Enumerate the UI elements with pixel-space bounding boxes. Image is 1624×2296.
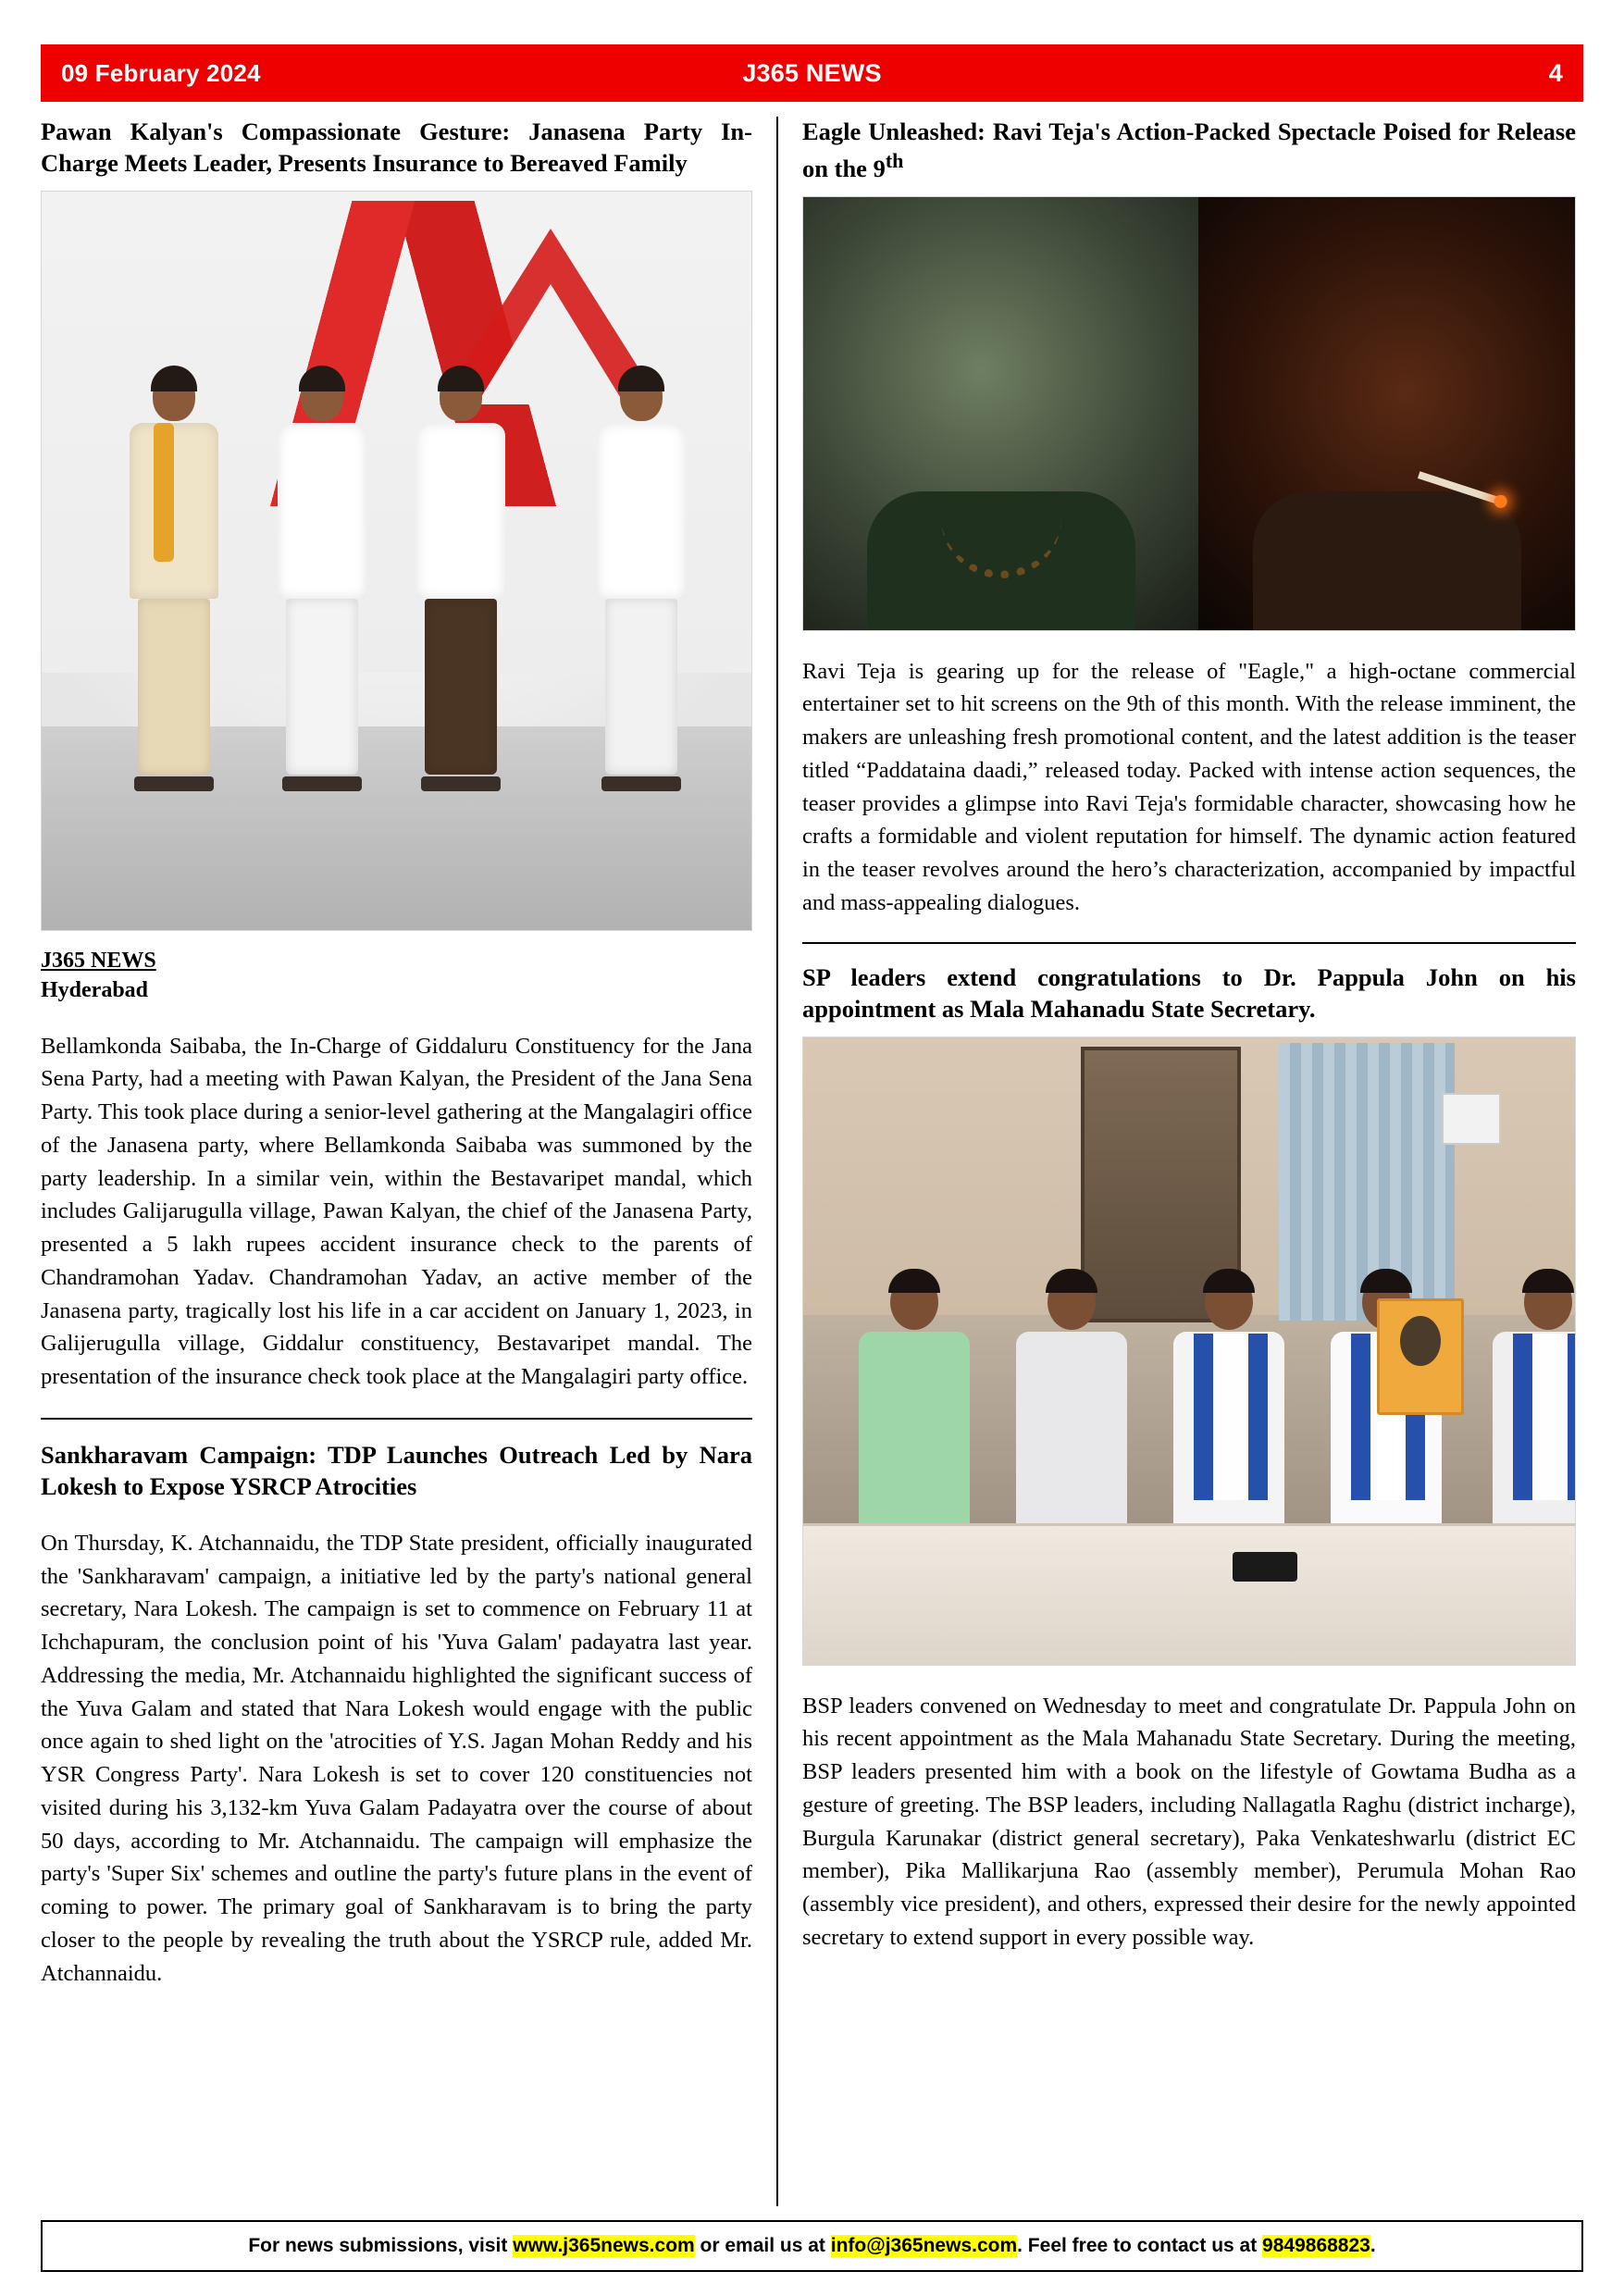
footer-website[interactable]: www.j365news.com xyxy=(513,2235,695,2256)
left-article1-headline: Pawan Kalyan's Compassionate Gesture: Janasena Party In-Charge Meets Leader, Presents Insurance to Bereaved Family xyxy=(41,118,752,177)
footer-email[interactable]: info@j365news.com xyxy=(830,2235,1018,2256)
right-article2-body: BSP leaders convened on Wednesday to meet and congratulate Dr. Pappula John on his recent appointment as the Mala Mahanadu State Secretary. During the meeting, BSP leaders presented him with a book on the lifestyle of Gowtama Budha as a gesture of greeting. The BSP leaders, including Nallagatla Raghu (district incharge), Burgula Karunakar (district general secretary), Paka Venkateshwarlu (district EC member), Pika Mallikarjuna Rao (assembly member), Perumula Mohan Rao (assembly vice president), and others, expressed their desire for the newly appointed secretary to extend support in every possible way. xyxy=(802,1693,1576,1950)
masthead-title: J365 NEWS xyxy=(742,58,882,87)
article-divider xyxy=(41,1418,752,1420)
left-article1-byline-block xyxy=(41,946,752,1006)
byline-city: Hyderabad xyxy=(41,978,149,1003)
left-article2-headline: Sankharavam Campaign: TDP Launches Outreach Led by Nara Lokesh to Expose YSRCP Atrocities xyxy=(41,1441,752,1500)
footer-text-3: . Feel free to contact us at xyxy=(1017,2235,1263,2256)
footer-phone[interactable]: 9849868823 xyxy=(1262,2235,1370,2256)
footer-text-1: For news submissions, visit xyxy=(248,2235,514,2256)
left-article1-body: Bellamkonda Saibaba, the In-Charge of Giddaluru Constituency for the Jana Sena Party, had a meeting with Pawan Kalyan, the President of the Jana Sena Party. This took place during a senior-level gathering at the Mangalagiri office of the Janasena party, where Bellamkonda Saibaba was summoned by the party leadership. In a similar vein, within the Bestavaripet mandal, which includes Galijarugulla village, Pawan Kalyan, the chief of the Janasena Party, presented a 5 lakh rupees accident insurance check to the parents of Chandramohan Yadav. Chandramohan Yadav, an active member of the Janasena party, tragically lost his life in a car accident on January 1, 2023, in Galijerugulla village, Giddalur constituency, Bestavaripet mandal. The presentation of the insurance check took place at the Mangalagiri party office. xyxy=(41,1033,752,1390)
page-number: 4 xyxy=(1548,58,1563,87)
right-article1-headline-text: Eagle Unleashed: Ravi Teja's Action-Packed Spectacle Poised for Release on the 9 xyxy=(802,118,1576,182)
footer-text-2: or email us at xyxy=(694,2235,831,2256)
masthead xyxy=(41,44,1583,102)
footer-contact-bar xyxy=(41,2220,1583,2272)
right-column xyxy=(778,115,1576,2206)
byline-source: J365 NEWS xyxy=(41,948,156,973)
eagle-movie-photo xyxy=(802,196,1576,631)
right-article1-headline xyxy=(802,117,1576,185)
bsp-leaders-photo xyxy=(802,1036,1576,1666)
left-column xyxy=(41,115,776,2206)
left-article2-body: On Thursday, K. Atchannaidu, the TDP State president, officially inaugurated the 'Sankharavam' campaign, a initiative led by the party's national general secretary, Nara Lokesh. The campaign is set to commence on February 11 at Ichchapuram, the conclusion point of his 'Yuva Galam' padayatra last year. Addressing the media, Mr. Atchannaidu highlighted the significant success of the Yuva Galam and stated that Nara Lokesh would engage with the public once again to shed light on the 'atrocities of Y.S. Jagan Mohan Reddy and his YSR Congress Party'. Nara Lokesh is set to cover 120 constituencies not visited during his 3,132-km Yuva Galam Padayatra over the course of about 50 days, according to Mr. Atchannaidu. The campaign will emphasize the party's 'Super Six' schemes and outline the party's future plans in the event of coming to power. The primary goal of Sankharavam is to bring the party closer to the people by revealing the truth about the YSRCP rule, added Mr. Atchannaidu. xyxy=(41,1530,752,1986)
footer-text-4: . xyxy=(1370,2235,1376,2256)
masthead-date: 09 February 2024 xyxy=(61,58,261,87)
article-divider xyxy=(802,942,1576,944)
right-article1-headline-superscript: th xyxy=(885,148,904,172)
right-article1-body: Ravi Teja is gearing up for the release of "Eagle," a high-octane commercial entertainer set to hit screens on the 9th of this month. With the release imminent, the makers are unleashing fresh promotional content, and the latest addition is the teaser titled “Paddataina daadi,” released today. Packed with intense action sequences, the teaser provides a glimpse into Ravi Teja's formidable character, showcasing how he crafts a formidable and violent reputation for himself. The dynamic action featured in the teaser revolves around the hero’s characterization, accompanied by impactful and mass-appealing dialogues. xyxy=(802,658,1576,915)
janasena-leaders-photo xyxy=(41,191,752,931)
right-article2-headline: SP leaders extend congratulations to Dr. Pappula John on his appointment as Mala Mahanadu State Secretary. xyxy=(802,962,1576,1023)
content-columns xyxy=(41,115,1583,2206)
